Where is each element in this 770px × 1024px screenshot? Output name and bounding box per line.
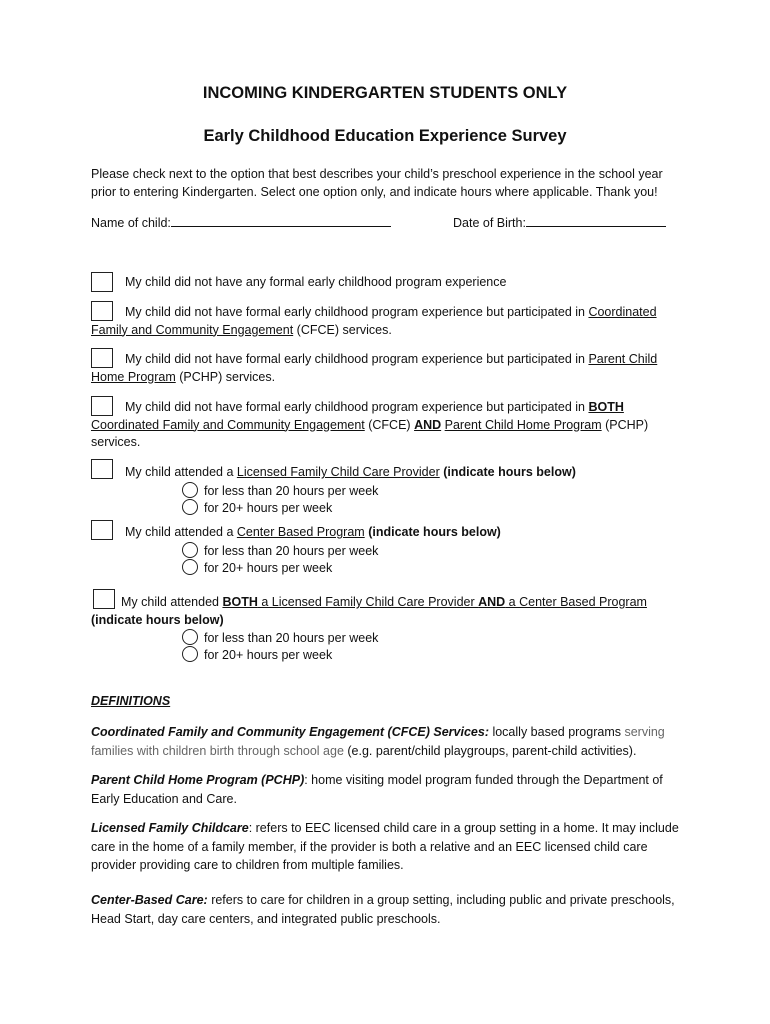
def-cbc-text: refers to care for children in a group setting, including public and private preschools, Head Start, day care centers, and integrated public preschools. <box>91 893 675 926</box>
option-3-suffix: (PCHP) services. <box>175 369 276 384</box>
option-3 <box>91 351 691 386</box>
option-4 <box>91 399 691 452</box>
form-title: INCOMING KINDERGARTEN STUDENTS ONLY <box>202 84 568 102</box>
child-name-field <box>91 214 391 230</box>
option-7-hint: (indicate hours below) <box>91 612 224 627</box>
option-4-suffix: (PCHP) services. <box>91 417 649 449</box>
option-7-less-label: for less than 20 hours per week <box>204 631 379 645</box>
def-lfc-text: : refers to EEC licensed child care in a group setting in a home. It may include care in the home of a family member, if the provider is both a relative and an EEC licensed child care provider providing care to children from multiple families. <box>91 821 679 872</box>
and-label: AND <box>414 417 442 432</box>
option-5-less-label: for less than 20 hours per week <box>204 484 379 498</box>
dob-label: Date of Birth: <box>453 216 526 230</box>
def-cfce-term: Coordinated Family and Community Engagement (CFCE) Services: <box>91 725 489 739</box>
option-3-text: My child did not have formal early childhood program experience but participated in <box>125 352 589 366</box>
center-program-link-2: a Center Based Program <box>505 595 647 609</box>
pchp-link: Parent Child Home Program <box>91 352 658 384</box>
option-7-text: My child attended <box>121 595 223 609</box>
option-6 <box>91 524 691 542</box>
center-program-link: Center Based Program <box>236 525 365 539</box>
option-5-more-label: for 20+ hours per week <box>204 501 333 515</box>
def-lfc-term: Licensed Family Childcare <box>91 821 249 835</box>
option-6-less-label: for less than 20 hours per week <box>204 544 379 558</box>
def-pchp <box>91 771 691 808</box>
child-name-input[interactable] <box>171 214 391 227</box>
option-7-less-radio[interactable] <box>182 629 198 645</box>
option-2-suffix: (CFCE) services. <box>293 322 392 337</box>
dob-field <box>453 214 666 230</box>
survey-title: Early Childhood Education Experience Survey <box>203 127 567 145</box>
pchp-link-2: Parent Child Home Program <box>444 417 602 432</box>
definitions-heading: DEFINITIONS <box>91 694 171 708</box>
def-lfc <box>91 819 691 875</box>
both-label: BOTH <box>588 400 624 414</box>
option-4-mid: (CFCE) <box>364 417 415 432</box>
def-pchp-term: Parent Child Home Program (PCHP) <box>91 773 305 787</box>
option-7-hours-more <box>182 646 332 663</box>
option-5-more-radio[interactable] <box>182 499 198 515</box>
cfce-link-2: Coordinated Family and Community Engagement <box>91 417 365 432</box>
cfce-link: Coordinated Family and Community Engagement <box>91 305 657 337</box>
and-label-2: AND <box>478 595 506 609</box>
intro-text: Please check next to the option that best describes your child’s preschool experience in the school year prior to entering Kindergarten. Select one option only, and indicate hours where applicable. Thank you! <box>91 167 663 199</box>
option-7-more-radio[interactable] <box>182 646 198 662</box>
dob-input[interactable] <box>526 214 666 227</box>
option-6-text: My child attended a <box>125 525 237 539</box>
lfccp-link: Licensed Family Child Care Provider <box>236 465 440 479</box>
option-5-hours-more <box>182 499 332 516</box>
option-6-hours-more <box>182 559 332 576</box>
def-cfce <box>91 723 691 760</box>
option-1-text: My child did not have any formal early childhood program experience <box>125 275 507 289</box>
def-cbc <box>91 891 691 928</box>
def-cfce-gray: serving families with children birth through school age <box>91 725 665 758</box>
option-2-text: My child did not have formal early childhood program experience but participated in <box>125 305 589 319</box>
option-6-hint: (indicate hours below) <box>364 525 501 539</box>
option-5-hours-less <box>182 482 378 499</box>
option-4-text: My child did not have formal early childhood program experience but participated in <box>125 400 589 414</box>
option-6-more-label: for 20+ hours per week <box>204 561 333 575</box>
option-6-less-radio[interactable] <box>182 542 198 558</box>
option-5-text: My child attended a <box>125 465 237 479</box>
def-pchp-text: : home visiting model program funded through the Department of Early Education and Care. <box>91 773 663 806</box>
both-label-2: BOTH <box>222 595 258 609</box>
def-cbc-term: Center-Based Care: <box>91 893 208 907</box>
option-7-hours-less <box>182 629 378 646</box>
lfccp-link-2: a Licensed Family Child Care Provider <box>257 595 479 609</box>
option-7 <box>91 594 691 629</box>
option-5 <box>91 464 691 482</box>
option-1 <box>91 274 691 292</box>
option-6-more-radio[interactable] <box>182 559 198 575</box>
def-cfce-text: locally based programs <box>488 725 625 739</box>
def-cfce-text2: (e.g. parent/child playgroups, parent-child activities). <box>343 743 637 758</box>
option-2 <box>91 304 691 339</box>
option-5-hint: (indicate hours below) <box>439 465 576 479</box>
option-6-hours-less <box>182 542 378 559</box>
option-7-more-label: for 20+ hours per week <box>204 648 333 662</box>
child-name-label: Name of child: <box>91 216 171 230</box>
option-5-less-radio[interactable] <box>182 482 198 498</box>
